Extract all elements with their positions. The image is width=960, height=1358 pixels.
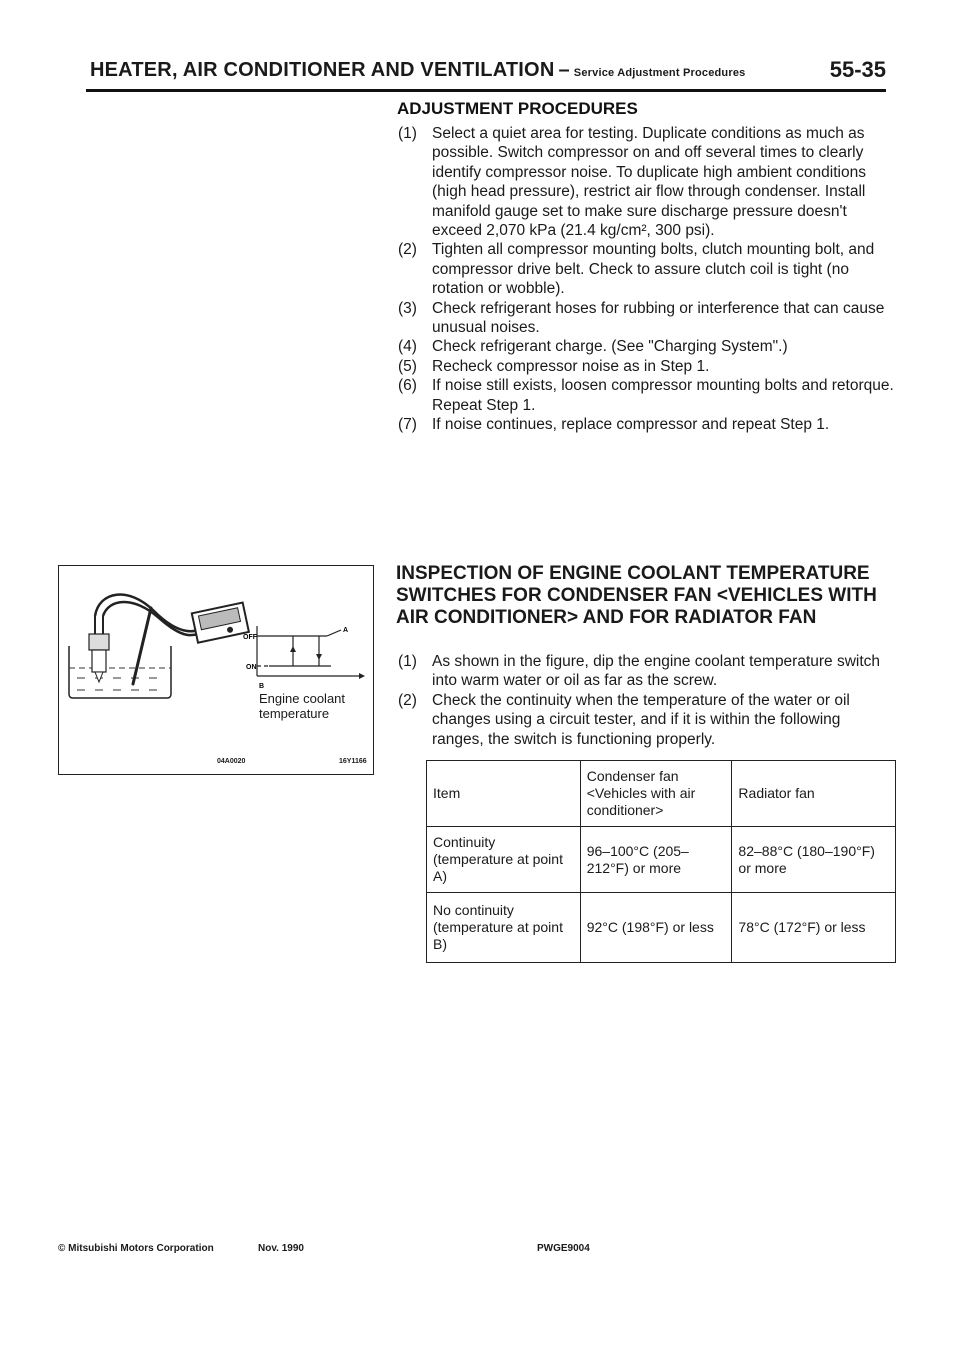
- header-cell: Item: [427, 761, 581, 827]
- inspection-title: INSPECTION OF ENGINE COOLANT TEMPERATURE SWITCHES FOR CONDENSER FAN <VEHICLES WITH AIR CONDITIONER> AND FOR RADIATOR FAN: [396, 563, 877, 628]
- adjustment-step: [396, 357, 896, 376]
- table-row: [427, 893, 896, 963]
- figure-code-right: 16Y1166: [339, 758, 367, 765]
- step-number: (2): [398, 241, 417, 259]
- table-cell: 92°C (198°F) or less: [580, 893, 732, 963]
- point-b-label: B: [259, 683, 265, 690]
- step-text: Check refrigerant hoses for rubbing or interference that can cause unusual noises.: [432, 299, 885, 337]
- graph-line: [327, 630, 341, 636]
- step-text: Check the continuity when the temperature of the water or oil changes using a circuit tester, and if it is within the following ranges, the switch is functioning properly.: [432, 691, 850, 748]
- step-text: Select a quiet area for testing. Duplicate conditions as much as possible. Switch compressor on and off several times to clearly identify compressor noise. To duplicate high ambient conditions (high head pressure), restrict air flow through condenser. Install manifold gauge set to make sure discharge pressure doesn't exceed 2,070 kPa (21.4 kg/cm², 300 psi).: [432, 125, 866, 240]
- header-cell: Condenser fan <Vehicles with air conditioner>: [580, 761, 732, 827]
- step-number: (7): [398, 416, 417, 434]
- table-cell: Continuity (temperature at point A): [427, 827, 581, 893]
- figure-drawing: [59, 566, 373, 774]
- adjustment-step: [396, 415, 896, 434]
- inspection-steps: [396, 652, 896, 749]
- switch-body: [89, 634, 109, 650]
- table-header-row: [427, 761, 896, 827]
- on-label: ON: [246, 664, 257, 671]
- switch-thread: [92, 650, 106, 672]
- step-text: As shown in the figure, dip the engine coolant temperature switch into warm water or oil as far as the screw.: [432, 653, 881, 690]
- step-number: (6): [398, 377, 417, 395]
- footer-code: PWGE9004: [537, 1243, 590, 1254]
- header-title: HEATER, AIR CONDITIONER AND VENTILATION: [90, 59, 555, 81]
- graph-arrow: [290, 646, 296, 652]
- step-number: (1): [398, 653, 417, 670]
- table-row: [427, 827, 896, 893]
- step-text: Recheck compressor noise as in Step 1.: [432, 357, 710, 375]
- step-number: (2): [398, 691, 417, 709]
- figure-caption: [259, 691, 369, 721]
- figure-code-left: 04A0020: [217, 758, 246, 765]
- step-number: (4): [398, 338, 417, 356]
- off-label: OFF: [243, 634, 257, 641]
- circuit-tester: [192, 603, 249, 643]
- step-text: Check refrigerant charge. (See "Charging System".): [432, 338, 788, 356]
- adjustment-step: [396, 124, 896, 240]
- step-number: (3): [398, 299, 417, 317]
- adjustment-title: ADJUSTMENT PROCEDURES: [397, 99, 638, 118]
- switch-spec-table: [426, 760, 896, 963]
- adjustment-step: [396, 240, 896, 298]
- adjustment-step: [396, 299, 896, 338]
- inspection-step: [396, 691, 896, 749]
- step-text: If noise continues, replace compressor and repeat Step 1.: [432, 416, 830, 434]
- coolant-switch-figure: [58, 565, 374, 775]
- step-number: (5): [398, 357, 417, 375]
- header-title-group: [90, 59, 745, 82]
- table-cell: 78°C (172°F) or less: [732, 893, 896, 963]
- footer-copyright: © Mitsubishi Motors Corporation: [58, 1243, 214, 1254]
- point-a-label: A: [343, 627, 349, 634]
- table-cell: 82–88°C (180–190°F) or more: [732, 827, 896, 893]
- header-cell: Radiator fan: [732, 761, 896, 827]
- graph-arrow: [316, 654, 322, 660]
- header-subtitle: Service Adjustment Procedures: [573, 67, 746, 79]
- adjustment-step: [396, 376, 896, 415]
- footer-date: Nov. 1990: [258, 1243, 304, 1254]
- header-dash: –: [558, 59, 570, 81]
- inspection-step: [396, 652, 896, 691]
- step-text: Tighten all compressor mounting bolts, clutch mounting bolt, and compressor drive belt. Check to assure clutch coil is tight (no rotation or wobble).: [432, 241, 875, 298]
- table-cell: 96–100°C (205–212°F) or more: [580, 827, 732, 893]
- figure-caption-text: Engine coolant temperature: [259, 691, 346, 721]
- step-number: (1): [398, 125, 417, 142]
- adjustment-step: [396, 337, 896, 356]
- page-header: [86, 57, 886, 92]
- page-number: 55-35: [829, 57, 886, 82]
- graph-arrow: [359, 673, 365, 679]
- step-text: If noise still exists, loosen compressor mounting bolts and retorque. Repeat Step 1.: [432, 377, 894, 414]
- switch-tip: [95, 672, 103, 682]
- thermometer: [133, 608, 151, 684]
- table-cell: No continuity (temperature at point B): [427, 893, 581, 963]
- adjustment-steps: [396, 124, 896, 435]
